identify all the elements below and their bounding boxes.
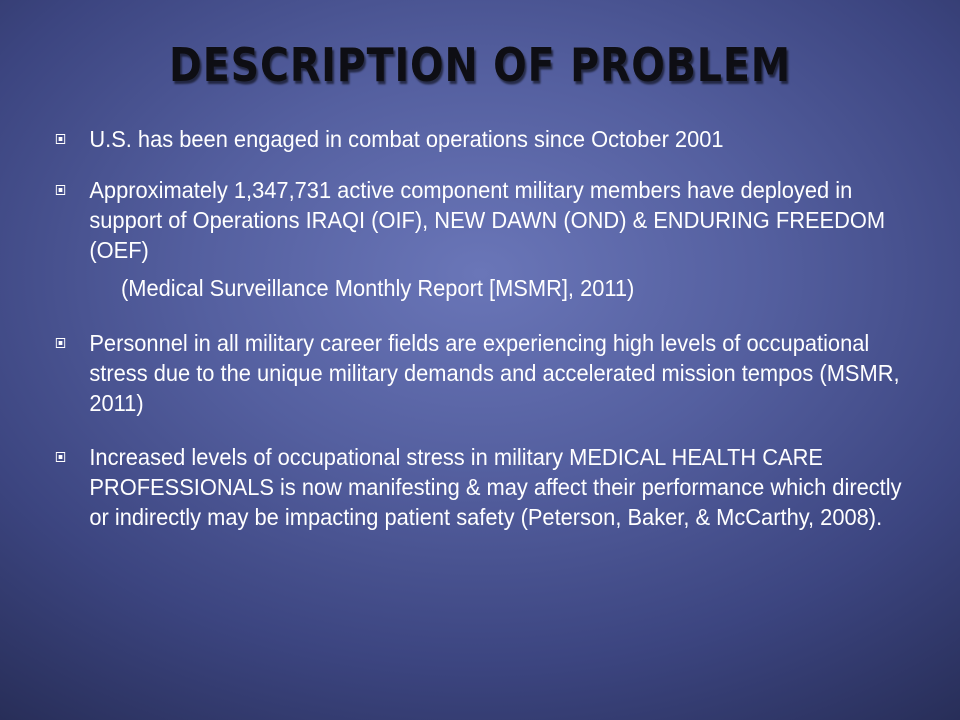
square-bullet-icon — [56, 452, 65, 462]
bullet-text: Approximately 1,347,731 active component military members have deployed in support of Operations IRAQI (OIF), NEW DAWN (OND) & ENDURING FREEDOM (OEF) — [89, 177, 886, 263]
square-bullet-icon — [56, 134, 65, 144]
bullet-item-medical-professionals — [54, 442, 908, 532]
square-bullet-icon — [56, 185, 65, 195]
bullet-item-occupational-stress — [54, 328, 908, 418]
bullet-item-combat-operations — [54, 124, 908, 154]
bullet-text: U.S. has been engaged in combat operations since October 2001 — [89, 126, 724, 152]
citation-msmr: (Medical Surveillance Monthly Report [MSMR], 2011) — [120, 275, 635, 301]
bullet-text: Personnel in all military career fields are experiencing high levels of occupational stress due to the unique military demands and accelerated mission tempos (MSMR, 2011) — [89, 330, 900, 416]
bullet-text: Increased levels of occupational stress in military MEDICAL HEALTH CARE PROFESSIONALS is now manifesting & may affect their performance which directly or indirectly may be impacting patient safety (Peterson, Baker, & McCarthy, 2008). — [89, 444, 902, 530]
bullet-item-deployed-members — [54, 175, 908, 265]
slide-title: DESCRIPTION OF PROBLEM — [169, 38, 791, 92]
square-bullet-icon — [56, 338, 65, 348]
bullet-list — [54, 124, 924, 532]
